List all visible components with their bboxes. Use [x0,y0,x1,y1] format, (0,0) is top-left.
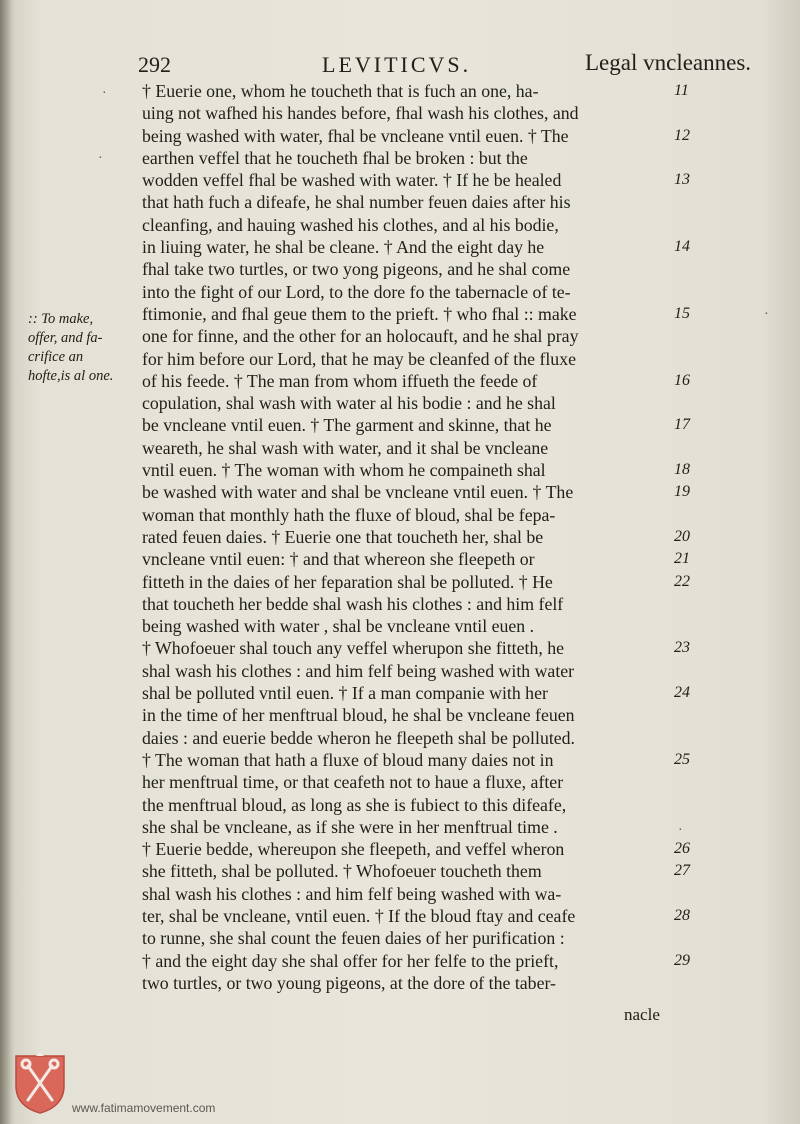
line-text: copulation, shal wash with water al his bodie : and he shal [142,393,556,414]
text-line [142,860,702,882]
text-line [142,749,702,771]
margin-mark: · [764,307,769,322]
line-text: in the time of her menftrual bloud, he shal be vncleane feuen [142,705,575,726]
line-text: of his feede. † The man from whom iffueth the feede of [142,370,538,391]
text-line [142,348,702,370]
website-url: www.fatimamovement.com [72,1101,216,1115]
line-text: woman that monthly hath the fluxe of bloud, shal be fepa- [142,504,556,525]
line-text: shal wash his clothes : and him felf being washed with wa- [142,883,562,904]
verse-number: 26 [674,840,690,858]
line-text: for him before our Lord, that he may be cleanfed of the fluxe [142,348,576,369]
text-line [142,615,702,637]
verse-number: 13 [674,171,690,189]
line-text: earthen veffel that he toucheth fhal be broken : but the [142,147,528,168]
text-line [142,370,702,392]
line-text: being washed with water , shal be vncleane vntil euen . [142,616,535,637]
line-text: † Euerie one, whom he toucheth that is fuch an one, ha- [142,81,539,101]
text-line [142,504,702,526]
text-line [142,414,702,436]
margin-note-line: hofte,is al one. [28,368,114,384]
gutter-shadow [0,0,14,1124]
line-text: fitteth in the daies of her feparation shal be polluted. † He [142,571,553,592]
text-line [142,258,702,280]
text-line [142,883,702,905]
line-text: † Euerie bedde, whereupon she fleepeth, and veffel wheron [142,839,565,860]
main-text-column [142,80,702,994]
line-text: be vncleane vntil euen. † The garment and skinne, that he [142,415,552,436]
line-text: two turtles, or two young pigeons, at the dore of the taber- [142,972,556,993]
margin-note-line: crifice an [28,349,84,365]
verse-number: 27 [674,862,690,880]
line-text: her menftrual time, or that ceafeth not to haue a fluxe, after [142,772,564,793]
line-text: she shal be vncleane, as if she were in her menftrual time . [142,816,558,837]
verse-number: 14 [674,238,690,256]
verse-number: 29 [674,951,690,969]
text-line [142,459,702,481]
margin-mark: · [98,151,103,166]
text-line [142,481,702,503]
verse-number: 12 [674,126,690,144]
line-text: † and the eight day she shal offer for her felfe to the prieft, [142,950,559,971]
page-header [0,50,800,80]
text-line [142,794,702,816]
text-line [142,838,702,860]
line-text: to runne, she shal count the feuen daies of her purification : [142,928,565,949]
text-line [142,437,702,459]
verse-number: 20 [674,527,690,545]
verse-number: 25 [674,750,690,768]
line-text: daies : and euerie bedde wheron he fleepeth shal be polluted. [142,727,576,748]
line-text: the menftrual bloud, as long as she is fubiect to this difeafe, [142,794,567,815]
text-line [142,325,702,347]
line-text: † The woman that hath a fluxe of bloud many daies not in [142,749,554,770]
verse-number: 19 [674,483,690,501]
margin-note-line: :: To make, [28,311,94,327]
page-number: 292 [138,52,171,77]
verse-number: 28 [674,906,690,924]
text-line [142,682,702,704]
line-text: uing not wafhed his handes before, fhal wash his clothes, and [142,103,579,124]
line-text: cleanfing, and hauing washed his clothes, and al his bodie, [142,214,559,235]
text-line [142,771,702,793]
text-line [142,927,702,949]
text-line [142,169,702,191]
text-line [142,392,702,414]
line-text: one for finne, and the other for an holocauft, and he shal pray [142,326,579,347]
line-text: that hath fuch a difeafe, he shal number feuen daies after his [142,192,571,213]
verse-number: 18 [674,461,690,479]
text-line [142,191,702,213]
margin-mark: · [678,823,683,838]
verse-number: 17 [674,416,690,434]
verse-number: 11 [674,82,689,99]
text-line [142,548,702,570]
margin-note [28,310,138,386]
line-text: vntil euen. † The woman with whom he compaineth shal [142,460,546,481]
text-line [142,816,702,838]
line-text: vncleane vntil euen: † and that whereon she fleepeth or [142,549,535,570]
verse-number: 23 [674,639,690,657]
text-line [142,214,702,236]
verse-number: 15 [674,304,690,322]
line-text: into the fight of our Lord, to the dore fo the tabernacle of te- [142,281,571,302]
text-line [142,303,702,325]
text-line [142,80,702,102]
text-line [142,281,702,303]
text-line [142,236,702,258]
line-text: wodden veffel fhal be washed with water. † If he be healed [142,170,562,191]
text-line [142,102,702,124]
verse-number: 16 [674,371,690,389]
line-text: fhal take two turtles, or two yong pigeons, and he shal come [142,259,571,280]
text-line [142,972,702,994]
text-line [142,571,702,593]
line-text: that toucheth her bedde shal wash his clothes : and him felf [142,593,564,614]
text-line [142,125,702,147]
text-line [142,704,702,726]
text-line [142,660,702,682]
book-title: LEVITICVS. [322,52,472,77]
line-text: being washed with water, fhal be vncleane vntil euen. † The [142,125,569,146]
running-head: Legal vncleannes. [585,50,752,75]
line-text: ftimonie, and fhal geue them to the prieft. † who fhal :: make [142,303,577,324]
margin-note-line: offer, and fa- [28,330,103,346]
margin-mark: · [102,86,107,101]
line-text: weareth, he shal wash with water, and it shal be vncleane [142,437,549,458]
line-text: ter, shal be vncleane, vntil euen. † If the bloud ftay and ceafe [142,905,576,926]
papal-seal-icon [12,1052,68,1114]
text-line [142,727,702,749]
line-text: † Whofoeuer shal touch any veffel wherupon she fitteth, he [142,638,565,659]
verse-number: 22 [674,572,690,590]
text-line [142,593,702,615]
line-text: rated feuen daies. † Euerie one that toucheth her, shal be [142,526,544,547]
line-text: shal be polluted vntil euen. † If a man companie with her [142,683,548,704]
line-text: in liuing water, he shal be cleane. † And the eight day he [142,237,545,258]
text-line [142,147,702,169]
catchword: nacle [624,1005,660,1024]
text-line [142,526,702,548]
line-text: be washed with water and shal be vncleane vntil euen. † The [142,482,574,503]
text-line [142,637,702,659]
verse-number: 21 [674,550,690,568]
verse-number: 24 [674,684,690,702]
line-text: shal wash his clothes : and him felf being washed with water [142,660,575,681]
line-text: she fitteth, shal be polluted. † Whofoeuer toucheth them [142,861,542,882]
text-line [142,950,702,972]
text-line [142,905,702,927]
